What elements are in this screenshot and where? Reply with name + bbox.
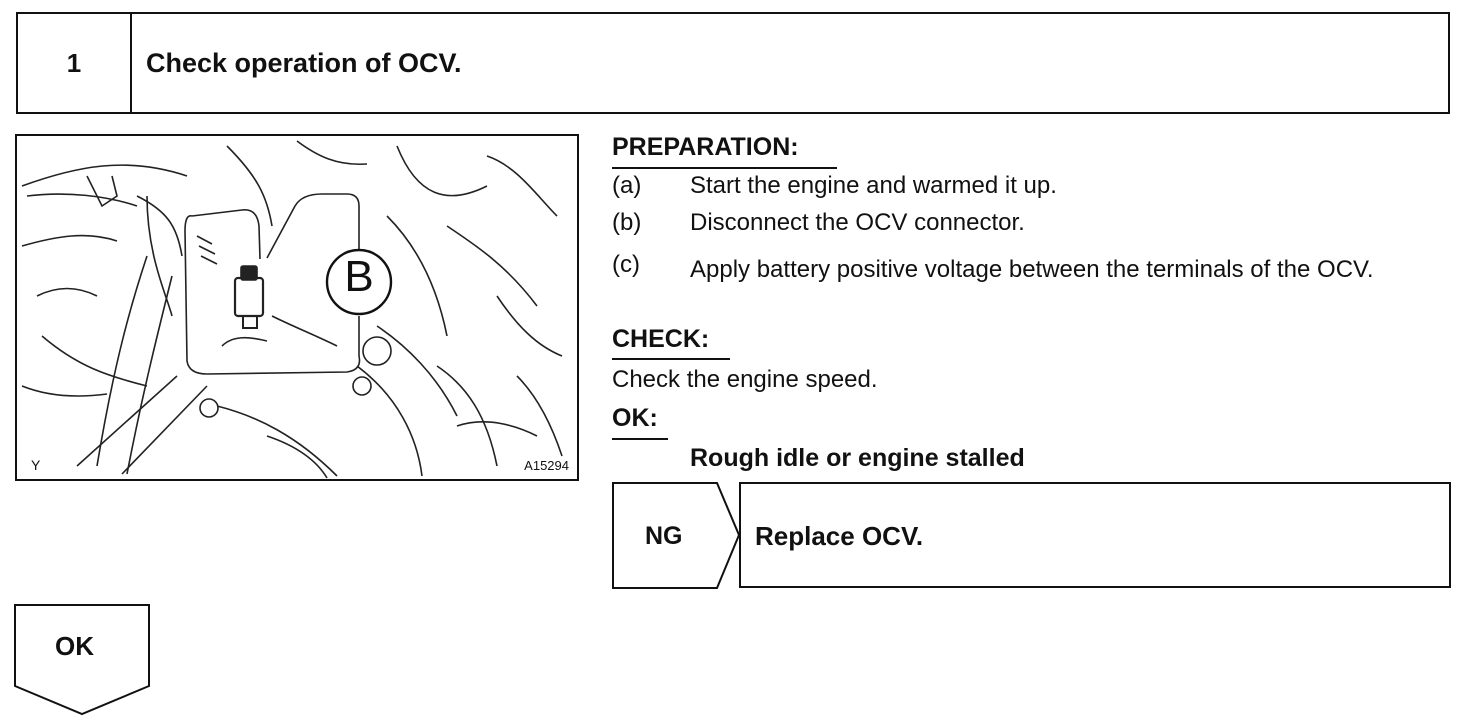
ok-result: Rough idle or engine stalled	[690, 444, 1025, 472]
callout-label: B	[344, 252, 374, 301]
step-header	[16, 12, 1450, 114]
prep-item-b-letter: (b)	[612, 209, 642, 236]
prep-item-b-text: Disconnect the OCV connector.	[690, 209, 1025, 236]
step-title: Check operation of OCV.	[146, 47, 462, 78]
prep-item-c-text: Apply battery positive voltage between the terminals of the OCV.	[690, 256, 1374, 283]
check-text: Check the engine speed.	[612, 366, 878, 393]
ok-arrow-label: OK	[55, 631, 94, 661]
prep-item-a-letter: (a)	[612, 172, 642, 199]
engine-illustration	[15, 134, 579, 481]
prep-item-c-letter: (c)	[612, 251, 640, 278]
ng-action-text: Replace OCV.	[755, 521, 924, 551]
prep-item-a-text: Start the engine and warmed it up.	[690, 172, 1057, 199]
step-number: 1	[18, 14, 132, 112]
ng-label: NG	[645, 522, 683, 550]
figure-id: A15294	[524, 458, 569, 473]
ok-heading: OK:	[612, 404, 658, 432]
figure-corner-label: Y	[31, 457, 41, 473]
engine-sketch-image	[17, 136, 577, 479]
preparation-underline	[612, 167, 837, 169]
ok-underline	[612, 438, 668, 440]
check-underline	[612, 358, 730, 360]
check-heading: CHECK:	[612, 325, 710, 353]
preparation-heading: PREPARATION:	[612, 133, 799, 161]
